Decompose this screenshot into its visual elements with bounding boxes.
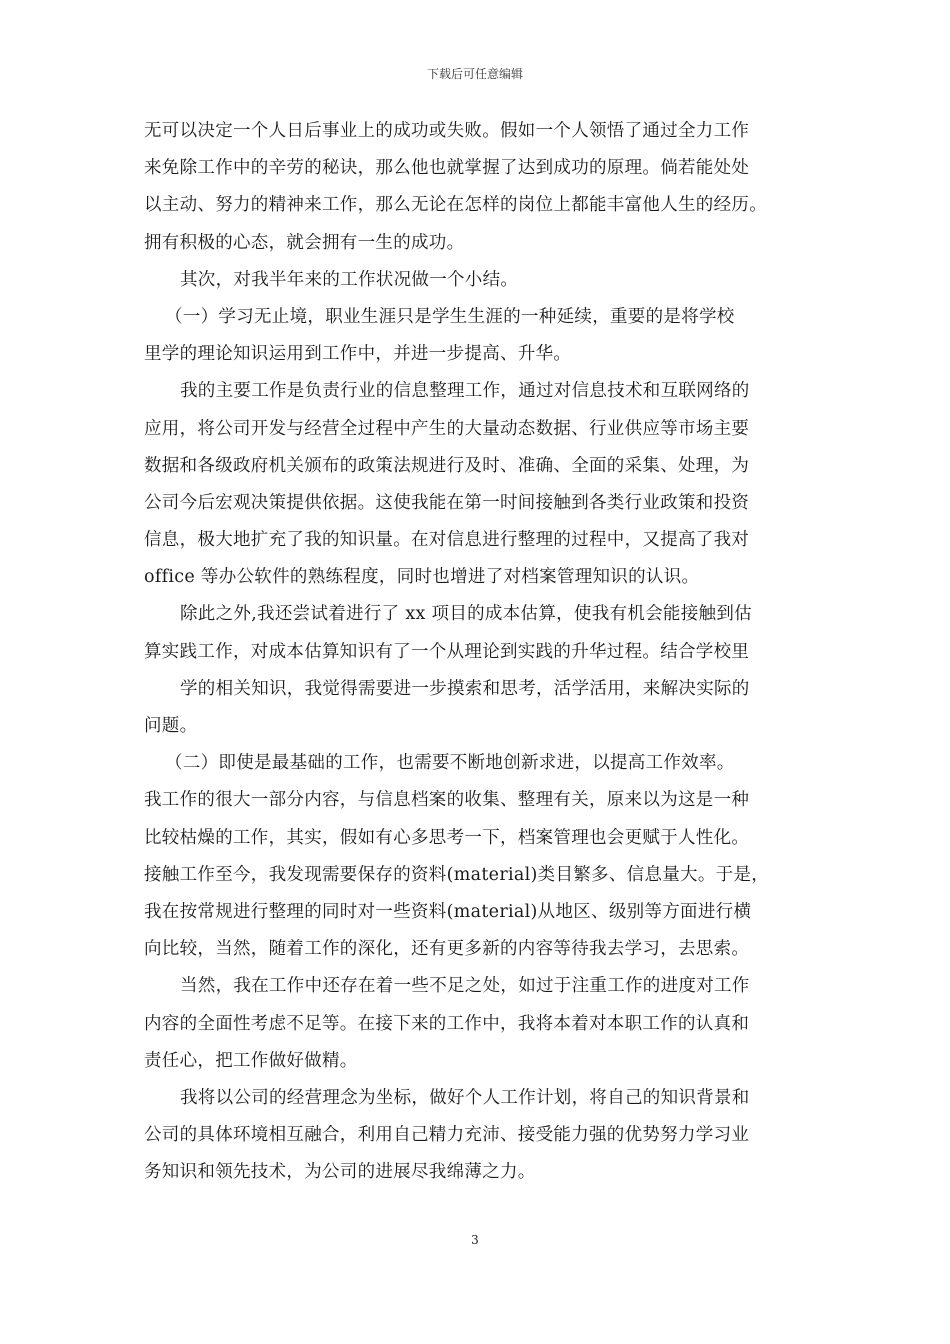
text-line: office 等办公软件的熟练程度，同时也增进了对档案管理知识的认识。 [144, 567, 700, 588]
text-line: 无可以决定一个人日后事业上的成功或失败。假如一个人领悟了通过全力工作 [144, 121, 750, 141]
text-line: 我工作的很大一部分内容，与信息档案的收集、整理有关，原来以为这是一种 [144, 790, 750, 811]
page-header: 下载后可任意编辑 [426, 67, 523, 81]
text-line: 数据和各级政府机关颁布的政策法规进行及时、准确、全面的采集、处理，为 [144, 455, 750, 476]
text-line: 里学的理论知识运用到工作中，并进一步提高、升华。 [144, 344, 572, 365]
text-line: 其次，对我半年来的工作状况做一个小结。 [180, 269, 519, 290]
text-line: 我在按常规进行整理的同时对一些资料(material)从地区、级别等方面进行横 [144, 901, 752, 922]
text-line: 以主动、努力的精神来工作，那么无论在怎样的岗位上都能丰富他人生的经历。 [144, 195, 767, 216]
text-line: （一）学习无止境，职业生涯只是学生生涯的一种延续，重要的是将学校 [165, 306, 735, 327]
text-line: 当然，我在工作中还存在着一些不足之处，如过于注重工作的进度对工作 [180, 976, 750, 997]
text-line: 算实践工作，对成本估算知识有了一个从理论到实践的升华过程。结合学校里 [144, 641, 750, 662]
text-line: 公司的具体环境相互融合，利用自己精力充沛、接受能力强的优势努力学习业 [144, 1125, 750, 1146]
text-line: 公司今后宏观决策提供依据。这使我能在第一时间接触到各类行业政策和投资 [144, 492, 750, 513]
text-line: 我将以公司的经营理念为坐标，做好个人工作计划，将自己的知识背景和 [180, 1087, 750, 1108]
text-line: 责任心，把工作做好做精。 [144, 1050, 358, 1071]
text-line: 内容的全面性考虑不足等。在接下来的工作中，我将本着对本职工作的认真和 [144, 1013, 750, 1034]
text-line: 应用，将公司开发与经营全过程中产生的大量动态数据、行业供应等市场主要 [144, 418, 750, 439]
text-line: 接触工作至今，我发现需要保存的资料(material)类目繁多、信息量大。于是， [144, 864, 770, 885]
page-number: 3 [471, 1233, 479, 1247]
text-line: （二）即使是最基础的工作，也需要不断地创新求进，以提高工作效率。 [165, 753, 735, 774]
text-line: 拥有积极的心态，就会拥有一生的成功。 [144, 232, 465, 253]
text-line: 务知识和领先技术，为公司的进展尽我绵薄之力。 [144, 1162, 536, 1183]
text-line: 学的相关知识，我觉得需要进一步摸索和思考，活学活用，来解决实际的 [180, 678, 750, 699]
text-line: 信息，极大地扩充了我的知识量。在对信息进行整理的过程中，又提高了我对 [144, 530, 750, 551]
text-line: 比较枯燥的工作，其实，假如有心多思考一下，档案管理也会更赋于人性化。 [144, 827, 750, 848]
document-body [144, 113, 812, 1191]
text-line: 来免除工作中的辛劳的秘诀，那么他也就掌握了达到成功的原理。倘若能处处 [144, 158, 750, 179]
text-line: 问题。 [144, 716, 198, 736]
text-line: 向比较，当然，随着工作的深化，还有更多新的内容等待我去学习，去思索。 [144, 939, 750, 960]
text-line: 除此之外,我还尝试着进行了 xx 项目的成本估算，使我有机会能接触到估 [180, 604, 752, 625]
text-line: 我的主要工作是负责行业的信息整理工作，通过对信息技术和互联网络的 [180, 381, 750, 402]
